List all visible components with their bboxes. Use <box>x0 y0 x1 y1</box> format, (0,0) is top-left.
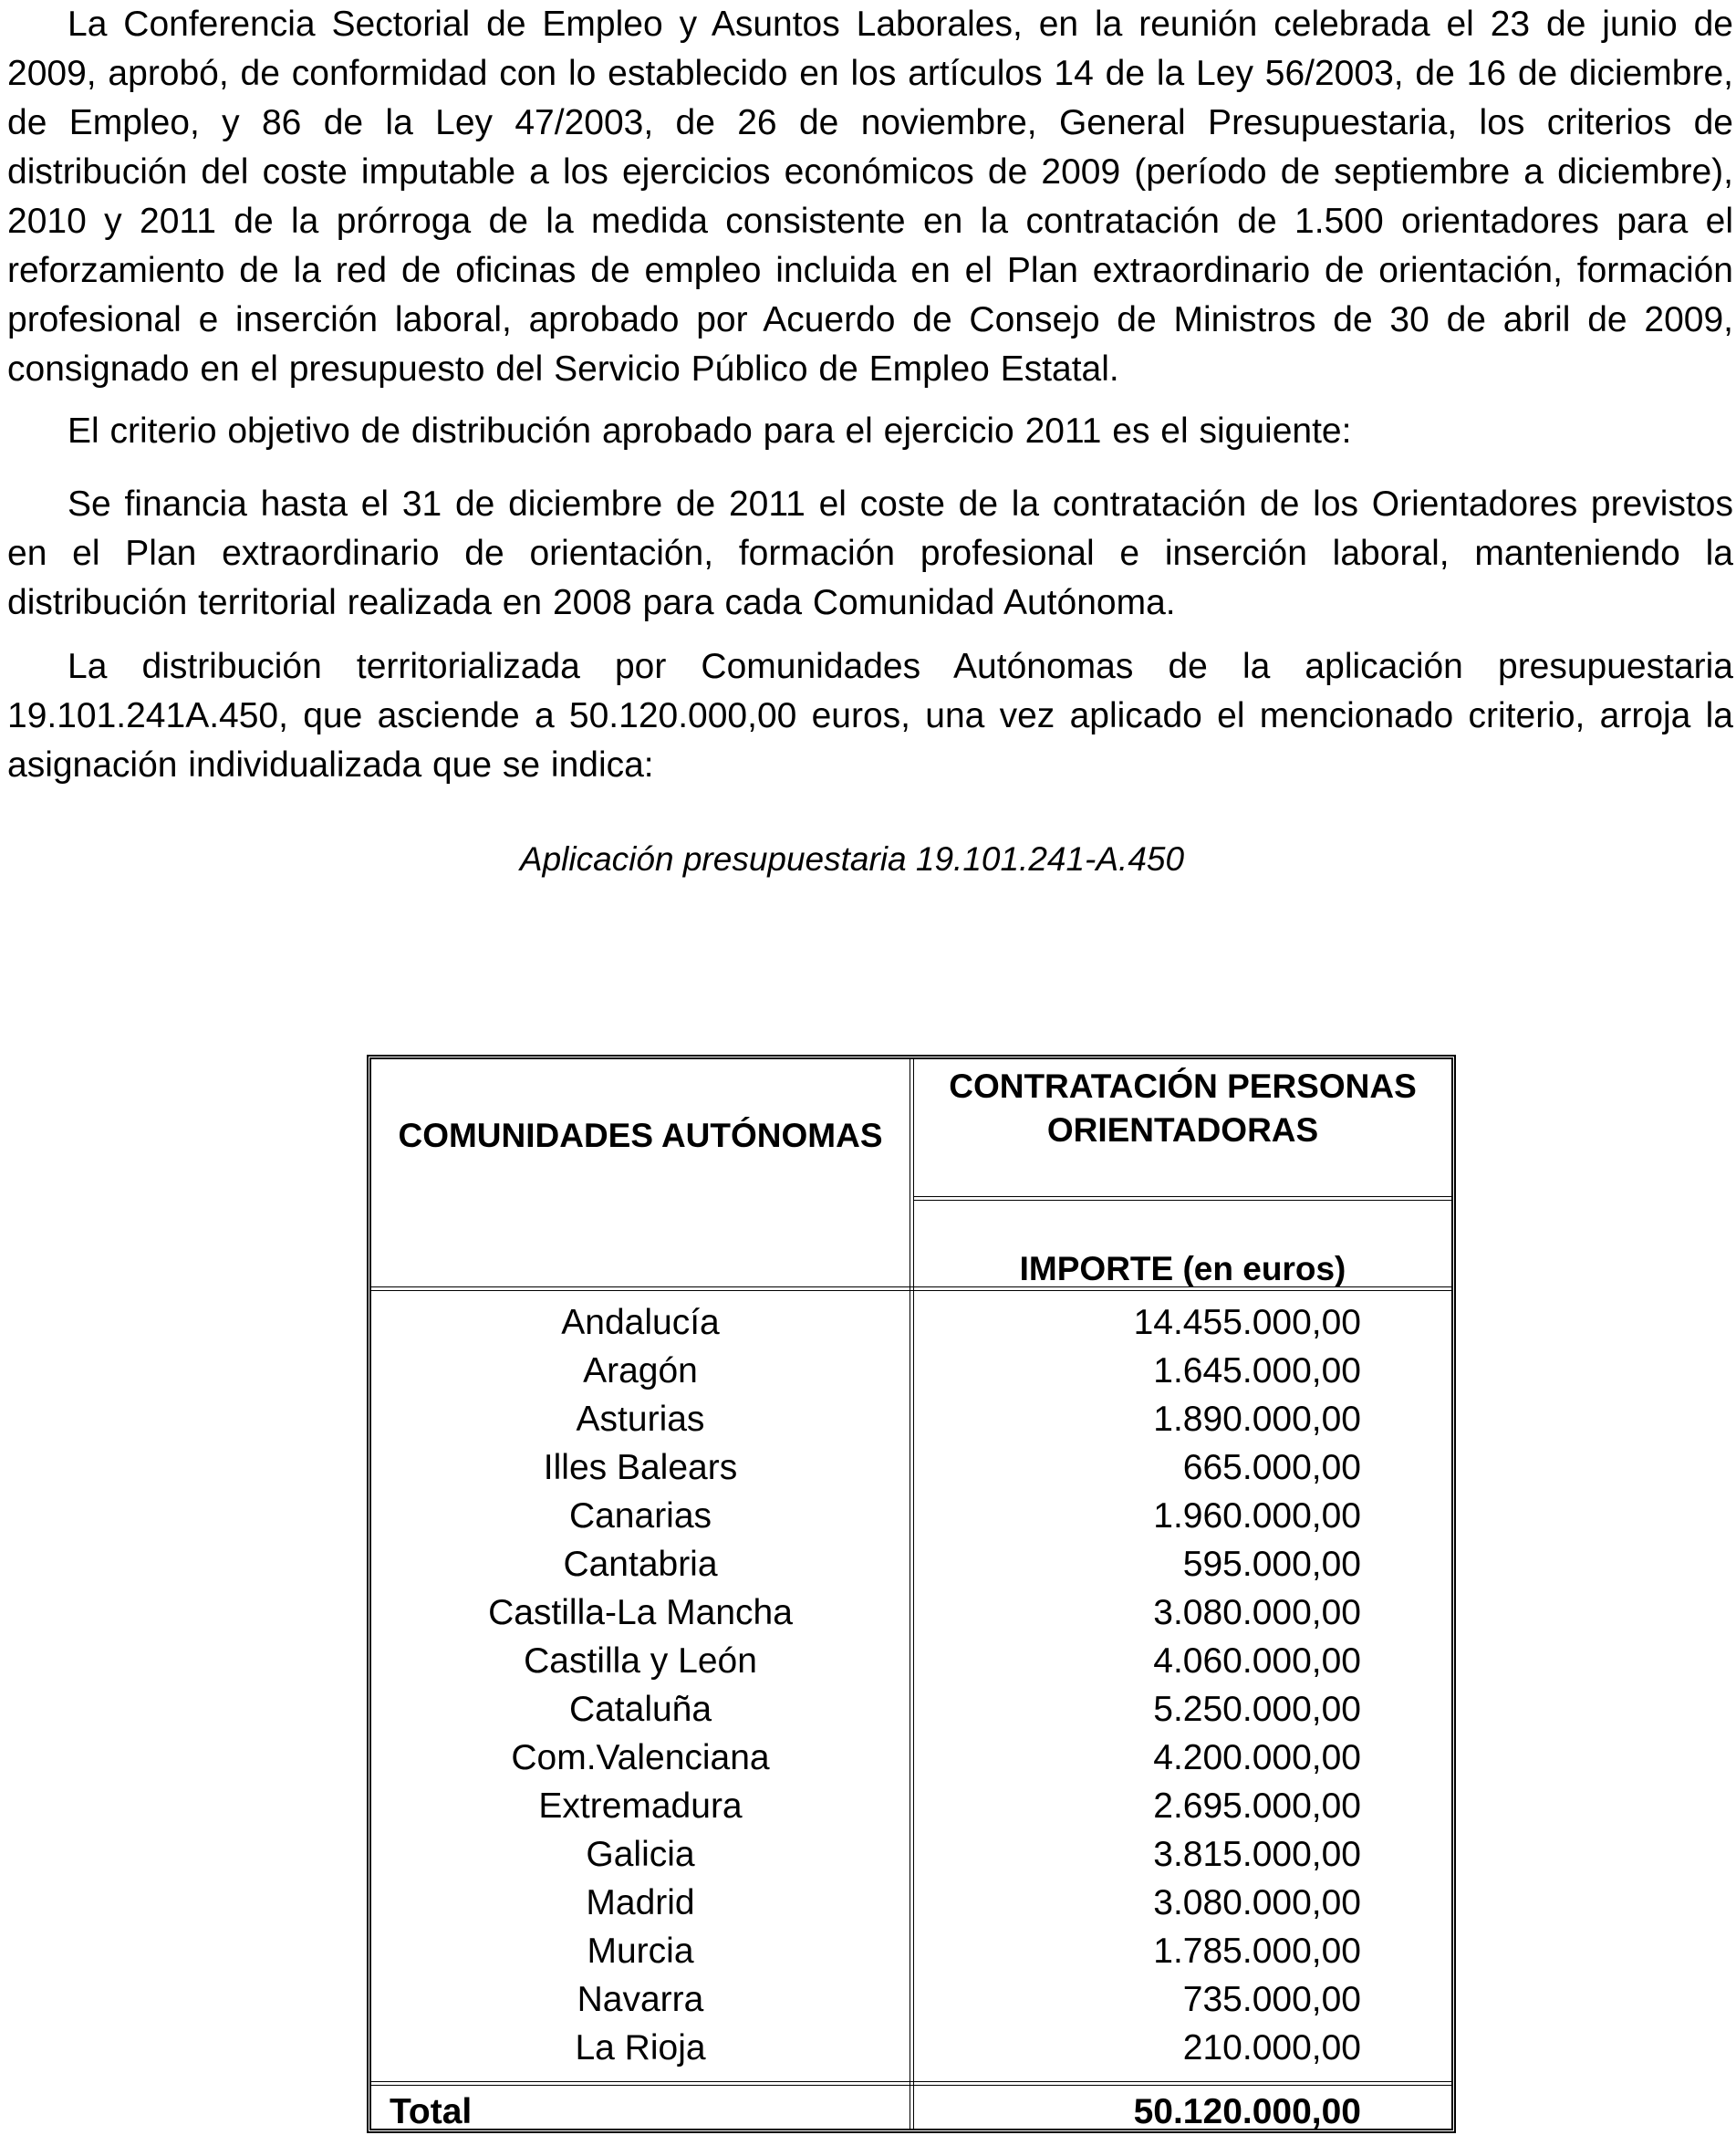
table-body <box>371 1298 1451 2072</box>
distribution-table <box>367 1055 1456 2133</box>
community-amount: 5.250.000,00 <box>1153 1690 1361 1729</box>
community-name: Navarra <box>577 1980 704 2019</box>
table-row <box>371 1443 1451 1492</box>
table-row <box>371 1927 1451 1975</box>
table-row <box>371 1540 1451 1588</box>
table-row <box>371 1685 1451 1734</box>
table-row <box>371 1637 1451 1685</box>
community-amount: 3.080.000,00 <box>1153 1883 1361 1922</box>
community-name: Extremadura <box>538 1786 743 1826</box>
community-name: Madrid <box>586 1883 695 1922</box>
community-amount: 210.000,00 <box>1182 2028 1361 2067</box>
header-contratacion: CONTRATACIÓN PERSONAS ORIENTADORAS <box>949 1068 1417 1149</box>
community-name: La Rioja <box>575 2028 706 2067</box>
community-amount: 3.080.000,00 <box>1153 1593 1361 1632</box>
community-name: Galicia <box>586 1835 695 1874</box>
total-label: Total <box>390 2092 473 2131</box>
community-amount: 665.000,00 <box>1182 1448 1361 1487</box>
table-row <box>371 1298 1451 1347</box>
community-name: Illes Balears <box>543 1448 738 1487</box>
table-row <box>371 1879 1451 1927</box>
table-row <box>371 1395 1451 1443</box>
table-row <box>371 1588 1451 1637</box>
community-name: Castilla-La Mancha <box>488 1593 793 1632</box>
community-name: Com.Valenciana <box>511 1738 770 1777</box>
paragraph-distribucion: La distribución territorializada por Comunidades Autónomas de la aplicación presupuestaria 19.101.241A.450, que asciende a 50.120.000,00 euros, una vez aplicado el mencionado criterio, arroja la asignación individualizada que se indica: <box>7 647 1733 785</box>
table-row <box>371 1734 1451 1782</box>
community-name: Asturias <box>576 1400 705 1439</box>
header-subdivider <box>914 1196 1451 1201</box>
community-name: Castilla y León <box>524 1641 757 1681</box>
community-amount: 3.815.000,00 <box>1153 1835 1361 1874</box>
community-name: Aragón <box>583 1351 698 1390</box>
paragraph-criterio: El criterio objetivo de distribución aprobado para el ejercicio 2011 es el siguiente: <box>68 411 1352 451</box>
community-amount: 4.200.000,00 <box>1153 1738 1361 1777</box>
community-amount: 14.455.000,00 <box>1133 1303 1361 1342</box>
community-amount: 2.695.000,00 <box>1153 1786 1361 1826</box>
paragraph-conferencia: La Conferencia Sectorial de Empleo y Asuntos Laborales, en la reunión celebrada el 23 de junio de 2009, aprobó, de conformidad con lo establecido en los artículos 14 de la Ley 56/2003, de 16 de diciembre, de Empleo, y 86 de la Ley 47/2003, de 26 de noviembre, General Presupuestaria, los criterios de distribución del coste imputable a los ejercicios económicos de 2009 (período de septiembre a diciembre), 2010 y 2011 de la prórroga de la medida consistente en la contratación de 1.500 orientadores para el reforzamiento de la red de oficinas de empleo incluida en el Plan extraordinario de orientación, formación profesional e inserción laboral, aprobado por Acuerdo de Consejo de Ministros de 30 de abril de 2009, consignado en el presupuesto del Servicio Público de Empleo Estatal. <box>7 5 1733 389</box>
community-name: Cantabria <box>563 1545 718 1584</box>
community-amount: 1.960.000,00 <box>1153 1496 1361 1536</box>
community-amount: 595.000,00 <box>1182 1545 1361 1584</box>
header-importe: IMPORTE (en euros) <box>1019 1250 1346 1287</box>
table-row <box>371 1830 1451 1879</box>
total-row <box>371 2090 1451 2134</box>
total-divider <box>371 2081 1451 2086</box>
table-row <box>371 1347 1451 1395</box>
community-amount: 1.890.000,00 <box>1153 1400 1361 1439</box>
community-name: Murcia <box>587 1932 694 1971</box>
table-row <box>371 1782 1451 1830</box>
table-row <box>371 2024 1451 2072</box>
header-comunidades: COMUNIDADES AUTÓNOMAS <box>398 1117 883 1154</box>
community-amount: 4.060.000,00 <box>1153 1641 1361 1681</box>
paragraph-financiacion: Se financia hasta el 31 de diciembre de 2011 el coste de la contratación de los Orientadores previstos en el Plan extraordinario de orientación, formación profesional e inserción laboral, manteniendo la distribución territorial realizada en 2008 para cada Comunidad Autónoma. <box>7 484 1733 622</box>
table-row <box>371 1492 1451 1540</box>
document-page <box>7 0 1733 881</box>
community-amount: 735.000,00 <box>1182 1980 1361 2019</box>
community-name: Andalucía <box>561 1303 720 1342</box>
table-caption: Aplicación presupuestaria 19.101.241-A.450 <box>519 840 1185 878</box>
community-name: Canarias <box>568 1496 712 1536</box>
community-amount: 1.645.000,00 <box>1153 1351 1361 1390</box>
total-amount: 50.120.000,00 <box>1133 2092 1361 2131</box>
community-amount: 1.785.000,00 <box>1153 1932 1361 1971</box>
table-row <box>371 1975 1451 2024</box>
community-name: Cataluña <box>568 1690 712 1729</box>
